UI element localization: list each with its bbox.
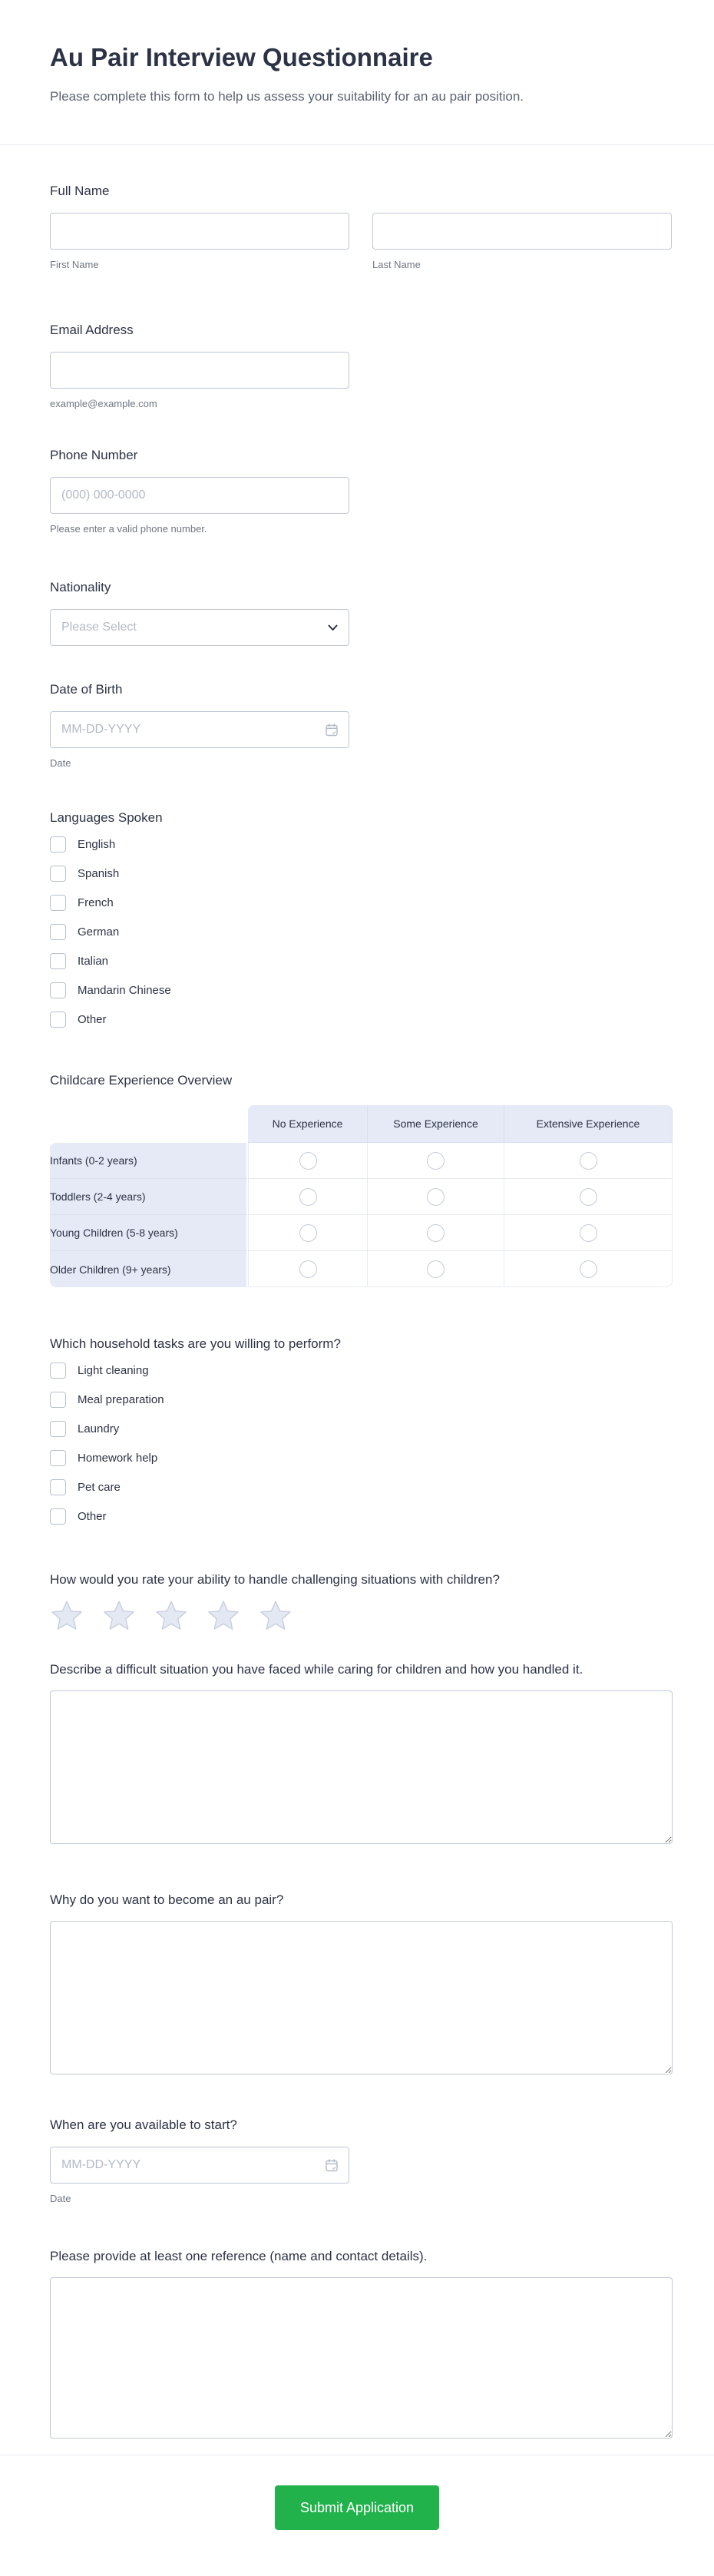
matrix-row-older-children [50, 1251, 673, 1287]
checkbox-label: Pet care [78, 1481, 121, 1494]
field-full-name [50, 182, 673, 271]
checkbox-label: Spanish [78, 867, 120, 880]
radio-button[interactable] [299, 1224, 317, 1242]
checkbox-label: Other [78, 1510, 107, 1523]
checkbox[interactable] [50, 1450, 66, 1466]
checkbox-label: Light cleaning [78, 1364, 149, 1377]
email-label: Email Address [50, 323, 134, 337]
matrix-column-header: Extensive Experience [504, 1105, 673, 1143]
radio-button[interactable] [580, 1152, 597, 1170]
matrix-column-header: No Experience [248, 1105, 368, 1143]
email-input[interactable] [50, 352, 349, 389]
field-email [50, 321, 673, 410]
checkbox[interactable] [50, 895, 66, 911]
task-option-homework-help[interactable] [50, 1450, 673, 1466]
language-option-french[interactable] [50, 895, 673, 911]
field-reference [50, 2247, 673, 2442]
checkbox-label: Laundry [78, 1422, 120, 1435]
nationality-placeholder: Please Select [61, 621, 137, 634]
radio-button[interactable] [427, 1260, 445, 1278]
checkbox[interactable] [50, 836, 66, 853]
language-option-italian[interactable] [50, 953, 673, 969]
checkbox-label: Meal preparation [78, 1393, 164, 1406]
submit-button[interactable]: Submit Application [275, 2485, 439, 2530]
checkbox-label: French [78, 896, 114, 909]
last-name-sublabel: Last Name [372, 259, 421, 270]
dob-sublabel: Date [50, 757, 71, 769]
field-star-rating [50, 1570, 673, 1633]
checkbox-label: German [78, 925, 120, 939]
last-name-input[interactable] [372, 213, 672, 250]
checkbox-label: English [78, 838, 116, 851]
start-date-label: When are you available to start? [50, 2117, 237, 2132]
field-start-date [50, 2116, 673, 2205]
reference-label: Please provide at least one reference (name and contact details). [50, 2249, 428, 2263]
checkbox[interactable] [50, 1362, 66, 1379]
star-icon[interactable] [154, 1601, 188, 1633]
radio-button[interactable] [299, 1188, 317, 1206]
dob-label: Date of Birth [50, 682, 123, 697]
form-body [0, 182, 714, 2442]
full-name-label: Full Name [50, 184, 110, 198]
language-option-spanish[interactable] [50, 866, 673, 882]
field-date-of-birth [50, 680, 673, 770]
task-option-light-cleaning[interactable] [50, 1362, 673, 1379]
field-difficult-situation [50, 1660, 673, 1848]
task-option-pet-care[interactable] [50, 1479, 673, 1495]
checkbox[interactable] [50, 866, 66, 882]
checkbox[interactable] [50, 953, 66, 969]
radio-button[interactable] [580, 1188, 597, 1206]
languages-label: Languages Spoken [50, 810, 163, 825]
matrix-row-toddlers [50, 1179, 673, 1215]
language-option-german[interactable] [50, 924, 673, 940]
start-date-sublabel: Date [50, 2193, 71, 2204]
page-subtitle: Please complete this form to help us assess your suitability for an au pair position. [50, 89, 524, 104]
reference-textarea[interactable] [50, 2277, 673, 2439]
star-icon[interactable] [259, 1601, 293, 1633]
radio-button[interactable] [580, 1260, 597, 1278]
field-nationality [50, 578, 673, 646]
task-option-laundry[interactable] [50, 1421, 673, 1437]
first-name-input[interactable] [50, 213, 349, 250]
dob-input[interactable] [50, 711, 349, 748]
checkbox-label: Italian [78, 955, 109, 968]
field-household-tasks [50, 1335, 673, 1525]
matrix-row-infants [50, 1143, 673, 1179]
matrix-row-young-children [50, 1215, 673, 1251]
nationality-select[interactable] [50, 609, 349, 646]
checkbox[interactable] [50, 1392, 66, 1408]
checkbox[interactable] [50, 982, 66, 998]
phone-label: Phone Number [50, 448, 138, 462]
submit-area [0, 2455, 714, 2569]
radio-button[interactable] [427, 1152, 445, 1170]
matrix-row-label: Young Children (5-8 years) [50, 1215, 248, 1251]
field-languages [50, 809, 673, 1028]
checkbox[interactable] [50, 1012, 66, 1028]
language-option-mandarin-chinese[interactable] [50, 982, 673, 998]
rating-label: How would you rate your ability to handle challenging situations with children? [50, 1572, 500, 1587]
tasks-label: Which household tasks are you willing to perform? [50, 1336, 341, 1351]
first-name-sublabel: First Name [50, 259, 99, 270]
matrix-row-label: Toddlers (2-4 years) [50, 1179, 248, 1215]
star-icon[interactable] [102, 1601, 136, 1633]
email-sublabel: example@example.com [50, 398, 157, 409]
radio-button[interactable] [299, 1260, 317, 1278]
matrix-column-header: Some Experience [368, 1105, 504, 1143]
phone-sublabel: Please enter a valid phone number. [50, 523, 207, 535]
nationality-label: Nationality [50, 580, 111, 594]
radio-button[interactable] [299, 1152, 317, 1170]
star-icon[interactable] [50, 1601, 84, 1633]
field-motivation [50, 1890, 673, 2078]
star-rating [50, 1601, 673, 1633]
phone-input[interactable] [50, 477, 349, 514]
radio-button[interactable] [427, 1188, 445, 1206]
language-option-other[interactable] [50, 1012, 673, 1028]
motivation-textarea[interactable] [50, 1921, 673, 2074]
matrix-row-label: Infants (0-2 years) [50, 1143, 248, 1179]
matrix-row-label: Older Children (9+ years) [50, 1251, 248, 1287]
experience-matrix [50, 1105, 673, 1287]
field-childcare-experience [50, 1071, 673, 1287]
checkbox-label: Mandarin Chinese [78, 984, 171, 997]
chevron-down-icon [328, 624, 338, 631]
difficult-situation-label: Describe a difficult situation you have faced while caring for children and how you handled it. [50, 1662, 583, 1677]
header-divider [0, 144, 714, 145]
checkbox-label: Other [78, 1013, 107, 1026]
page-title: Au Pair Interview Questionnaire [50, 43, 433, 71]
checkbox[interactable] [50, 924, 66, 940]
matrix-corner-cell [50, 1105, 248, 1143]
radio-button[interactable] [580, 1224, 597, 1242]
start-date-input[interactable] [50, 2147, 349, 2184]
checkbox[interactable] [50, 1479, 66, 1495]
motivation-label: Why do you want to become an au pair? [50, 1892, 284, 1907]
star-icon[interactable] [207, 1601, 240, 1633]
checkbox[interactable] [50, 1508, 66, 1525]
checkbox[interactable] [50, 1421, 66, 1437]
difficult-situation-textarea[interactable] [50, 1690, 673, 1844]
field-phone [50, 446, 673, 535]
checkbox-label: Homework help [78, 1452, 158, 1465]
radio-button[interactable] [427, 1224, 445, 1242]
experience-label: Childcare Experience Overview [50, 1073, 233, 1088]
task-option-meal-preparation[interactable] [50, 1392, 673, 1408]
task-option-other[interactable] [50, 1508, 673, 1525]
form-header [0, 0, 714, 144]
language-option-english[interactable] [50, 836, 673, 853]
